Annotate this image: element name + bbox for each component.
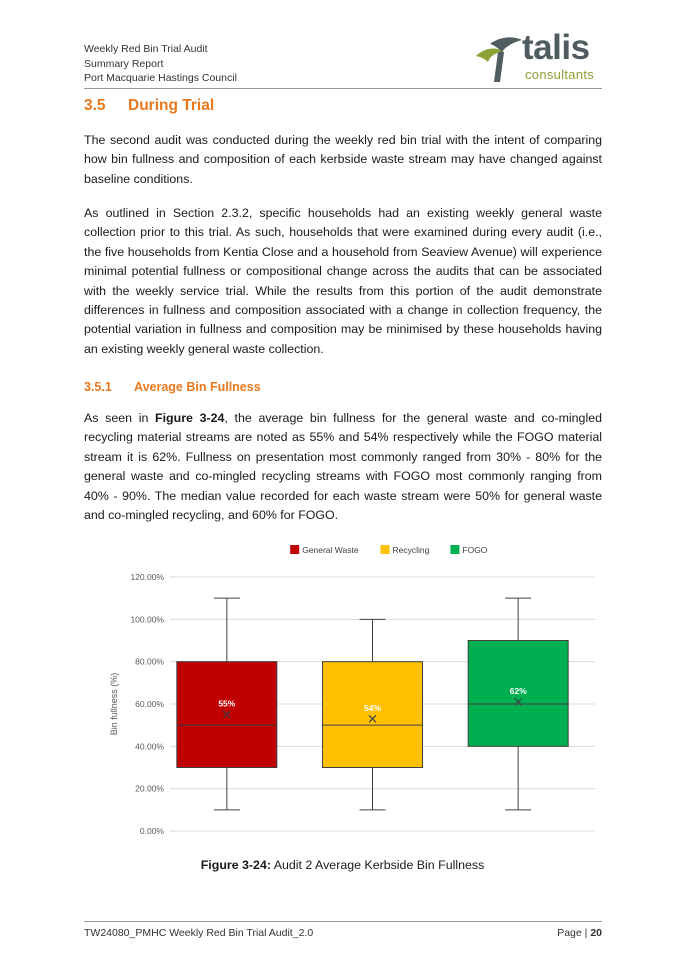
legend-label: General Waste xyxy=(302,545,359,555)
section-heading xyxy=(84,97,214,115)
talis-leaf-logo-icon xyxy=(470,30,524,84)
mean-data-label: 55% xyxy=(218,698,236,709)
legend-swatch xyxy=(450,545,459,554)
y-tick-label: 120.00% xyxy=(130,572,164,582)
document-header xyxy=(84,42,237,86)
footer-page-label: Page | xyxy=(557,927,591,939)
p3-before: As seen in xyxy=(84,411,156,425)
paragraph-fullness xyxy=(84,409,602,525)
header-line-council: Port Macquarie Hastings Council xyxy=(84,72,237,84)
caption-ref: Figure 3-24: xyxy=(200,858,271,872)
footer-page xyxy=(557,927,602,939)
y-tick-label: 100.00% xyxy=(130,614,164,625)
legend-swatch xyxy=(290,545,299,554)
legend-label: Recycling xyxy=(392,545,430,555)
legend-swatch xyxy=(381,545,390,554)
p3-after: , the average bin fullness for the general waste and co-mingled recycling material streams are noted as 55% and 54% respectively while the FOGO material stream it is 62%. Fullness on presentation most commonly ranged from 30% - 80% for the general waste and co-mingled recycling streams with FOGO most commonly ranging from 40% - 90%. The median value recorded for each waste stream were 50% for general waste and co-mingled recycling, and 60% for FOGO. xyxy=(84,411,602,523)
logo-subtitle: consultants xyxy=(525,67,595,82)
logo-wordmark: talis xyxy=(522,28,590,67)
section-title: During Trial xyxy=(128,97,215,114)
subsection-title: Average Bin Fullness xyxy=(134,380,261,394)
paragraph-households: As outlined in Section 2.3.2, specific households had an existing weekly general waste collection prior to this trial. As such, households that were examined during every audit (i.e., the five households from Kentia Close and a household from Seaview Avenue) will experience minimal potential fullness or compositional change across the audits that can be associated with the weekly service trial. While the results from this portion of the audit demonstrate differences in fullness and composition associated with a change in collection frequency, the potential variation in fullness and composition may be minimised by these households having an existing weekly general waste collection. xyxy=(84,206,602,356)
footer-doc-id: TW24080_PMHC Weekly Red Bin Trial Audit_2.0 xyxy=(84,927,314,939)
subsection-heading xyxy=(84,380,261,394)
mean-data-label: 54% xyxy=(363,702,382,713)
figure-reference: Figure 3-24 xyxy=(155,411,225,425)
y-tick-label: 80.00% xyxy=(135,656,164,667)
talis-logo xyxy=(470,30,610,84)
header-line-report: Summary Report xyxy=(84,57,164,70)
y-axis-label: Bin fullness (%) xyxy=(109,672,119,736)
figure-caption xyxy=(0,858,685,872)
y-tick-label: 20.00% xyxy=(135,783,164,794)
box-recycling xyxy=(323,662,423,768)
header-line-title: Weekly Red Bin Trial Audit xyxy=(84,43,208,55)
section-number: 3.5 xyxy=(84,97,106,114)
bin-fullness-box-chart xyxy=(100,535,600,845)
y-tick-label: 60.00% xyxy=(135,699,164,709)
caption-text: Audit 2 Average Kerbside Bin Fullness xyxy=(270,858,485,872)
y-tick-label: 40.00% xyxy=(135,741,164,752)
header-divider xyxy=(84,88,602,89)
subsection-number: 3.5.1 xyxy=(84,380,112,394)
footer-divider xyxy=(84,921,602,922)
y-tick-label: 0.00% xyxy=(139,826,164,836)
mean-data-label: 62% xyxy=(509,685,527,696)
paragraph-intro: The second audit was conducted during the weekly red bin trial with the intent of comparing how bin fullness and composition of each kerbside waste stream may have changed against baseline conditions. xyxy=(84,133,602,186)
legend-label: FOGO xyxy=(462,545,488,555)
footer-page-number: 20 xyxy=(590,927,602,939)
